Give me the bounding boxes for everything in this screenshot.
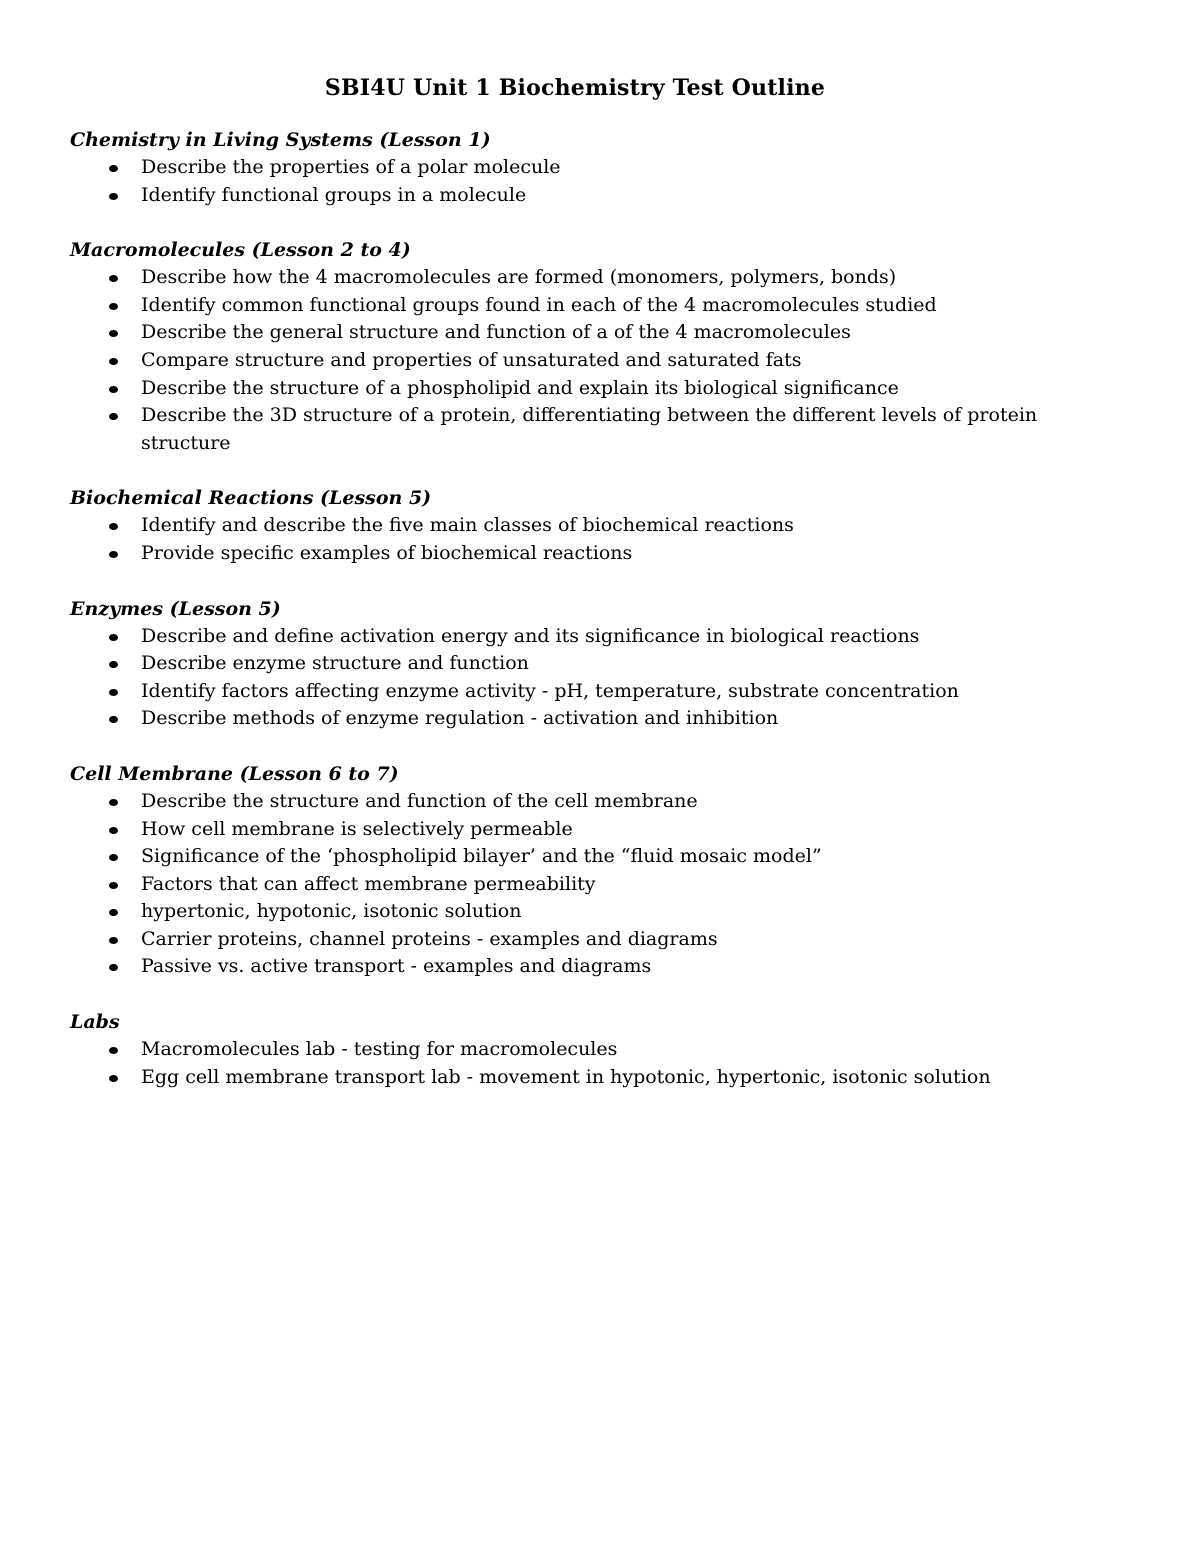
list-item (141, 953, 1080, 981)
bullet-icon (109, 165, 118, 172)
section-heading: Biochemical Reactions (Lesson 5) (70, 487, 432, 510)
list-item-text: Carrier proteins, channel proteins - examples and diagrams (141, 927, 718, 950)
list-item-text: Factors that can affect membrane permeability (141, 872, 596, 895)
section-labs (70, 1008, 1080, 1091)
bullet-icon (109, 909, 118, 916)
bullet-icon (109, 303, 118, 310)
list-item (141, 347, 1080, 375)
list-item (141, 292, 1080, 320)
bullet-icon (109, 330, 118, 337)
bullet-icon (109, 689, 118, 696)
list-item-text: hypertonic, hypotonic, isotonic solution (141, 900, 522, 923)
list-item (141, 650, 1080, 678)
list-item-text: Significance of the ‘phospholipid bilayer’ and the “fluid mosaic model” (141, 845, 822, 868)
list-item-text: Identify common functional groups found in each of the 4 macromolecules studied (141, 293, 937, 316)
section-enzymes (70, 595, 1080, 733)
bullet-icon (109, 193, 118, 200)
bullet-icon (109, 799, 118, 806)
bullet-icon (109, 634, 118, 641)
section-macromolecules (70, 236, 1080, 457)
bullet-list (70, 1036, 1080, 1091)
list-item (141, 705, 1080, 733)
bullet-icon (109, 882, 118, 889)
list-item-text: Describe the general structure and function of a of the 4 macromolecules (141, 321, 851, 344)
section-heading: Cell Membrane (Lesson 6 to 7) (70, 762, 399, 785)
list-item-text: Describe how the 4 macromolecules are formed (monomers, polymers, bonds) (141, 266, 897, 289)
list-item-text: Describe the structure and function of the cell membrane (141, 789, 698, 812)
bullet-list (70, 264, 1080, 457)
list-item-text: Identify and describe the five main classes of biochemical reactions (141, 514, 794, 537)
section-heading: Enzymes (Lesson 5) (70, 597, 281, 620)
list-item-text: Provide specific examples of biochemical reactions (141, 541, 633, 564)
list-item (141, 375, 1080, 403)
list-item-text: Describe enzyme structure and function (141, 652, 529, 675)
list-item (141, 319, 1080, 347)
bullet-icon (109, 964, 118, 971)
bullet-list (70, 154, 1080, 209)
bullet-icon (109, 827, 118, 834)
list-item (141, 1064, 1080, 1092)
bullet-icon (109, 716, 118, 723)
bullet-icon (109, 937, 118, 944)
list-item-text: Identify factors affecting enzyme activity - pH, temperature, substrate concentration (141, 679, 959, 702)
bullet-list (70, 512, 1080, 567)
list-item-text: Egg cell membrane transport lab - movement in hypotonic, hypertonic, isotonic solution (141, 1065, 991, 1088)
section-biochemical-reactions (70, 484, 1080, 567)
list-item-text: Describe and define activation energy and its significance in biological reactions (141, 624, 920, 647)
list-item (141, 871, 1080, 899)
list-item (141, 512, 1080, 540)
list-item-text: Passive vs. active transport - examples and diagrams (141, 955, 652, 978)
bullet-icon (109, 551, 118, 558)
list-item-text: Describe the properties of a polar molecule (141, 156, 561, 178)
bullet-icon (109, 358, 118, 365)
list-item (141, 788, 1080, 816)
bullet-list (70, 623, 1080, 733)
bullet-icon (109, 275, 118, 282)
list-item (141, 402, 1080, 457)
list-item (141, 182, 1080, 210)
list-item (141, 154, 1080, 182)
bullet-icon (109, 386, 118, 393)
list-item (141, 264, 1080, 292)
section-heading: Macromolecules (Lesson 2 to 4) (70, 239, 411, 262)
bullet-icon (109, 661, 118, 668)
section-heading: Chemistry in Living Systems (Lesson 1) (70, 129, 491, 151)
list-item-text: Identify functional groups in a molecule (141, 183, 527, 206)
document-title: SBI4U Unit 1 Biochemistry Test Outline (324, 75, 826, 101)
bullet-icon (109, 1075, 118, 1082)
bullet-icon (109, 523, 118, 530)
list-item (141, 540, 1080, 568)
list-item (141, 898, 1080, 926)
list-item (141, 678, 1080, 706)
bullet-list (70, 788, 1080, 981)
list-item-text: Describe methods of enzyme regulation - activation and inhibition (141, 707, 779, 730)
section-chemistry-in-living-systems (70, 126, 1080, 209)
list-item-text: Describe the structure of a phospholipid and explain its biological significance (141, 376, 899, 399)
list-item-text: Compare structure and properties of unsaturated and saturated fats (141, 348, 802, 371)
section-cell-membrane (70, 760, 1080, 981)
list-item-text: Describe the 3D structure of a protein, differentiating between the different levels of protein structure (141, 404, 1038, 454)
list-item (141, 926, 1080, 954)
list-item (141, 1036, 1080, 1064)
list-item-text: Macromolecules lab - testing for macromolecules (141, 1038, 618, 1061)
list-item (141, 843, 1080, 871)
list-item (141, 816, 1080, 844)
list-item-text: How cell membrane is selectively permeable (141, 817, 573, 840)
list-item (141, 623, 1080, 651)
bullet-icon (109, 413, 118, 420)
bullet-icon (109, 854, 118, 861)
bullet-icon (109, 1047, 118, 1054)
section-heading: Labs (70, 1011, 120, 1034)
